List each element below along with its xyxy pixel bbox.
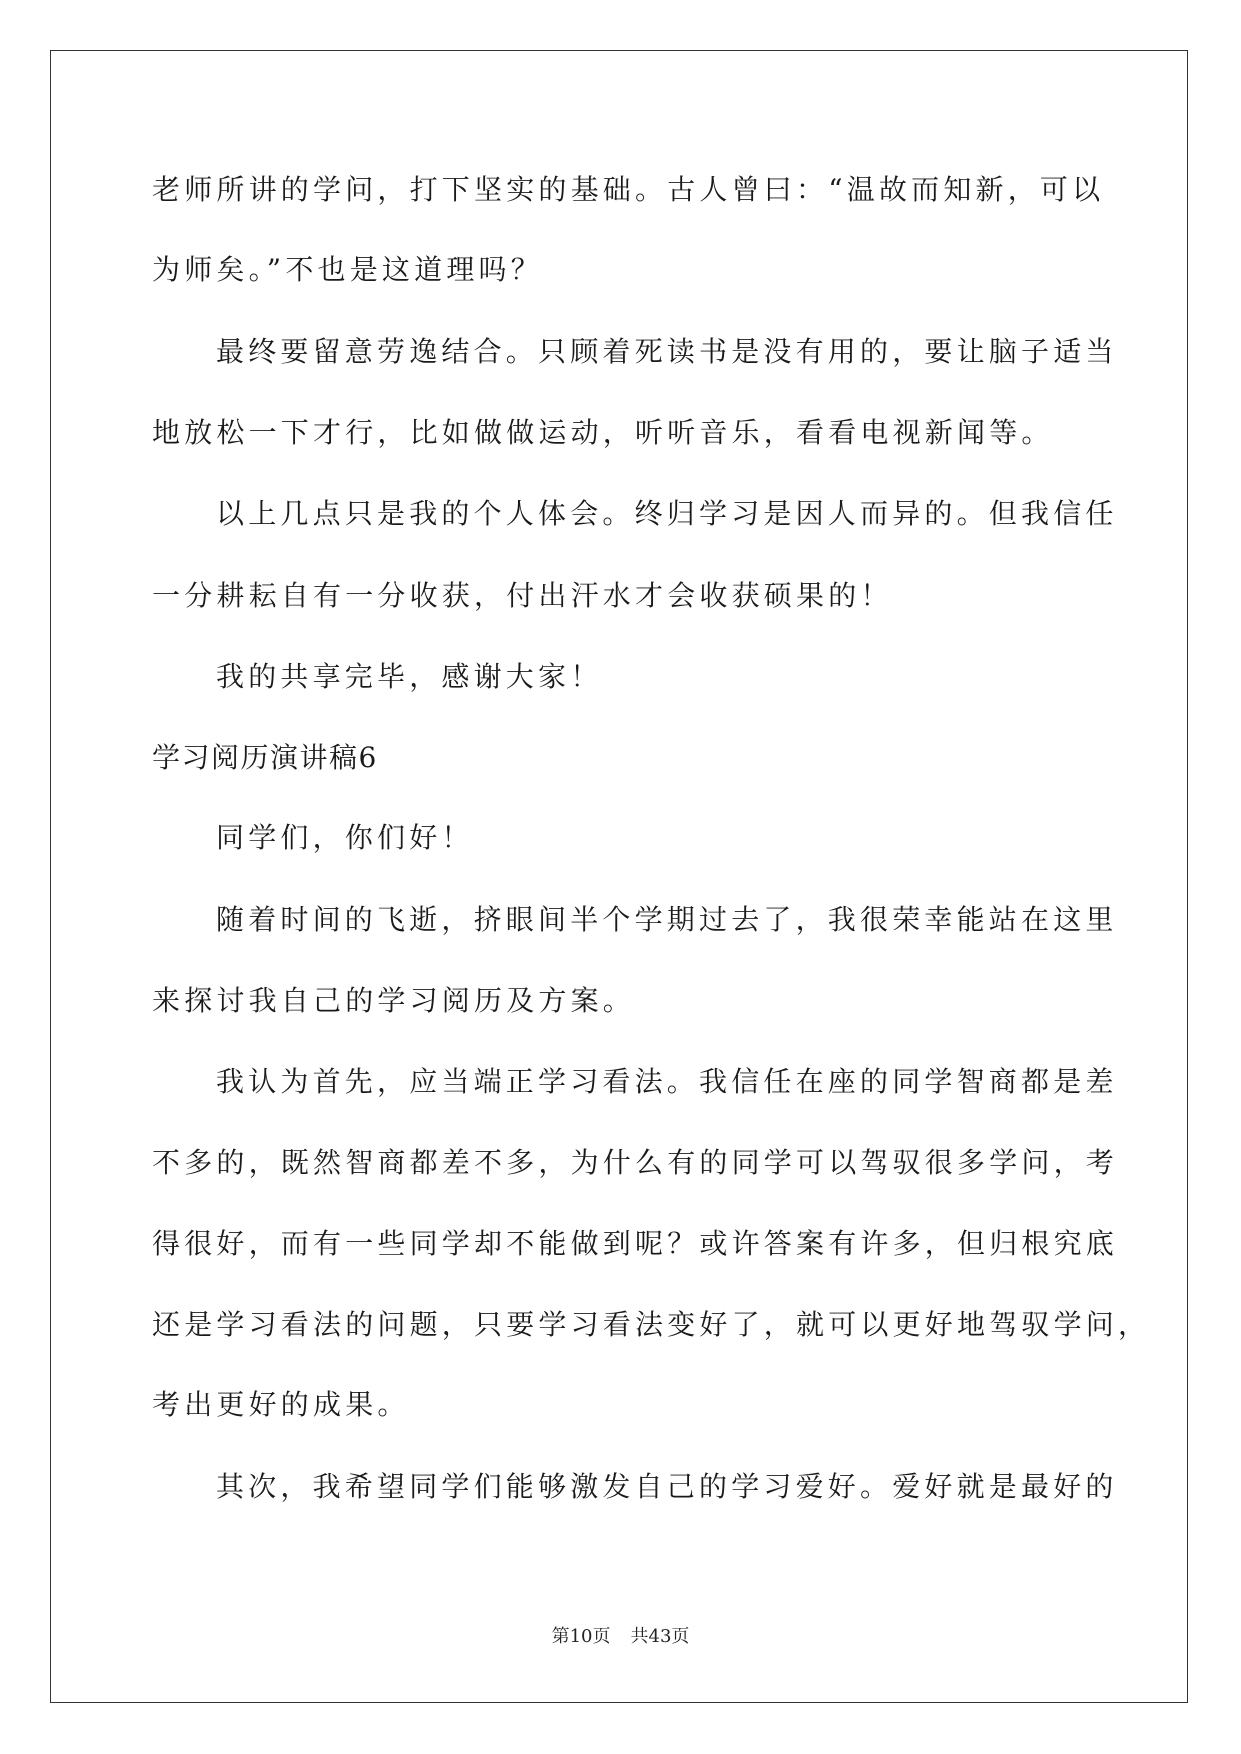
- paragraph-line: 我认为首先，应当端正学习看法。我信任在座的同学智商都是差: [216, 1065, 1118, 1098]
- paragraph-line: 不多的，既然智商都差不多，为什么有的同学可以驾驭很多学问，考: [152, 1146, 1119, 1179]
- paragraph-line: 我的共享完毕，感谢大家！: [216, 660, 603, 693]
- paragraph-line: 来探讨我自己的学习阅历及方案。: [152, 984, 636, 1017]
- paragraph-line: 为师矣。”不也是这道理吗？: [152, 253, 543, 286]
- paragraph-line: 随着时间的飞逝，挤眼间半个学期过去了，我很荣幸能站在这里: [216, 903, 1118, 936]
- paragraph-line: 还是学习看法的问题，只要学习看法变好了，就可以更好地驾驭学问，: [152, 1308, 1151, 1341]
- page-total: 共43页: [630, 1626, 690, 1647]
- section-heading: 学习阅历演讲稿6: [152, 741, 378, 774]
- paragraph-line: 最终要留意劳逸结合。只顾着死读书是没有用的，要让脑子适当: [216, 335, 1118, 368]
- paragraph-line: 得很好，而有一些同学却不能做到呢？或许答案有许多，但归根究底: [152, 1227, 1119, 1260]
- page-border: [50, 50, 1188, 1703]
- paragraph-line: 以上几点只是我的个人体会。终归学习是因人而异的。但我信任: [216, 497, 1118, 530]
- paragraph-line: 其次，我希望同学们能够激发自己的学习爱好。爱好就是最好的: [216, 1470, 1118, 1503]
- paragraph-line: 同学们，你们好！: [216, 821, 474, 854]
- paragraph-line: 老师所讲的学问，打下坚实的基础。古人曾曰：“温故而知新，可以: [152, 173, 1105, 206]
- paragraph-line: 一分耕耘自有一分收获，付出汗水才会收获硕果的！: [152, 579, 893, 612]
- page-footer: [0, 1622, 1241, 1648]
- page-number: 第10页: [551, 1626, 611, 1647]
- paragraph-line: 考出更好的成果。: [152, 1388, 410, 1421]
- paragraph-line: 地放松一下才行，比如做做运动，听听音乐，看看电视新闻等。: [152, 416, 1054, 449]
